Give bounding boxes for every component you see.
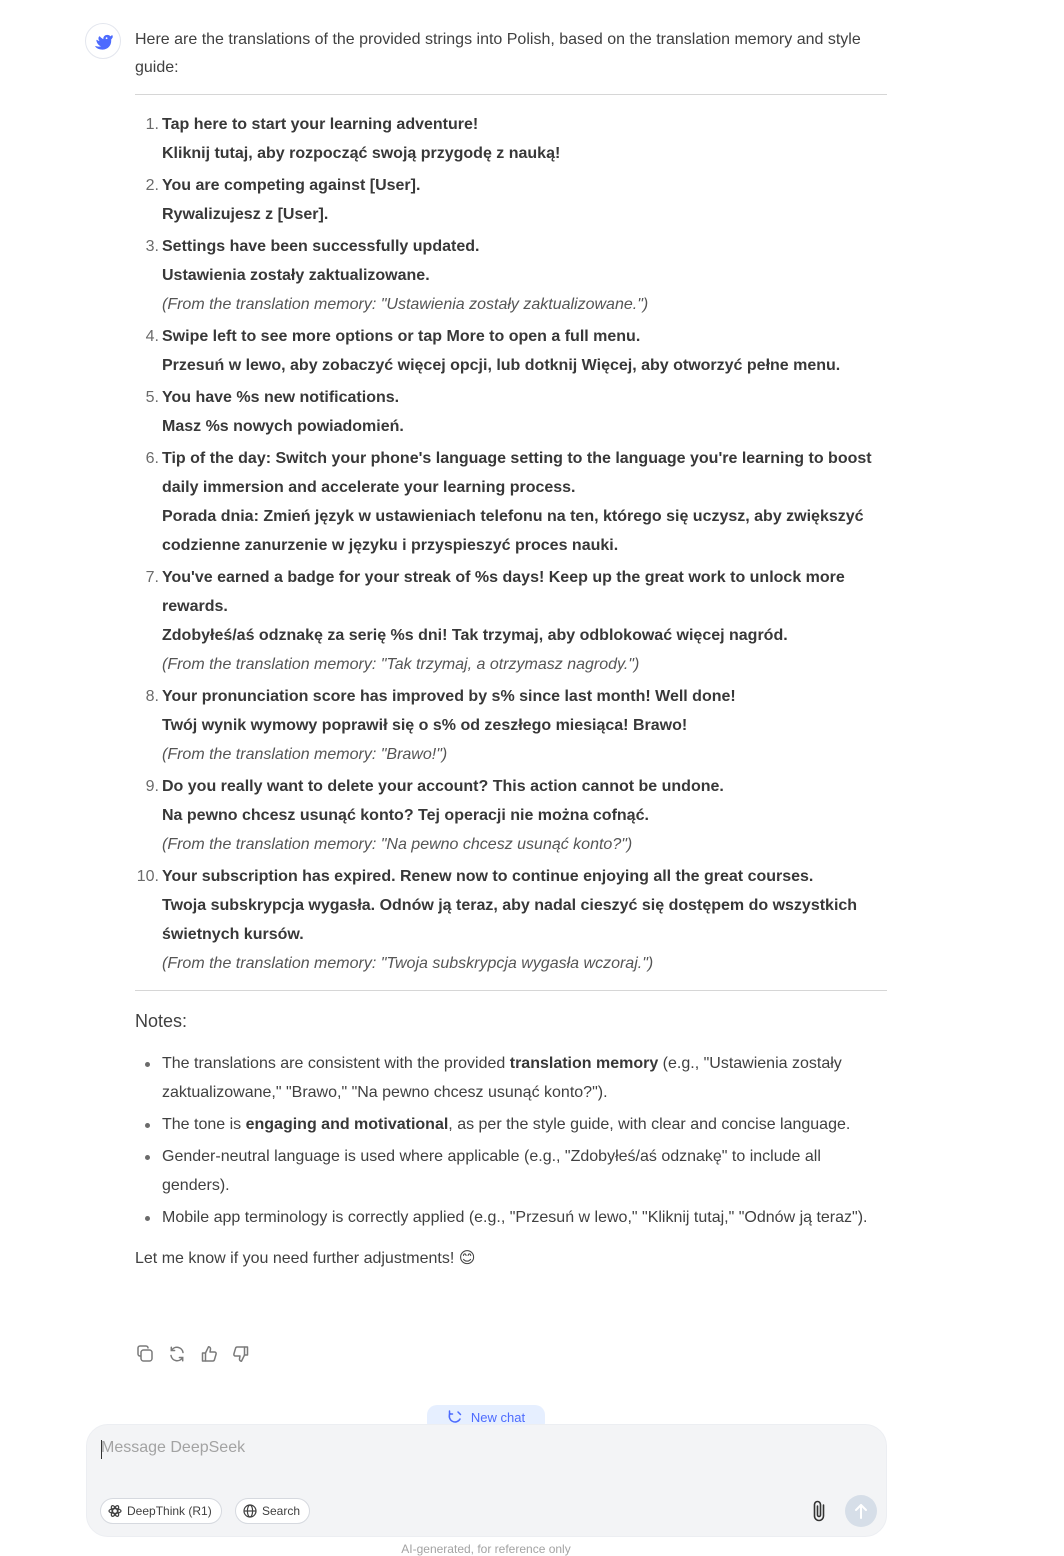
source-text: Do you really want to delete your account? This action cannot be undone. bbox=[162, 778, 724, 795]
item-number: 10. bbox=[136, 868, 159, 885]
polish-translation: Twój wynik wymowy poprawił się o s% od zeszłego miesiąca! Brawo! bbox=[162, 717, 688, 734]
notes-heading: Notes: bbox=[135, 1011, 188, 1031]
polish-translation: Porada dnia: Zmień język w ustawieniach telefonu na ten, którego się uczysz, aby zwiększyć codzienne zanurzenie w języku i przyspieszyć proces nauki. bbox=[162, 508, 864, 554]
translation-item bbox=[135, 862, 887, 978]
search-toggle[interactable] bbox=[235, 1498, 310, 1524]
item-number: 9. bbox=[145, 778, 159, 795]
translation-item bbox=[135, 444, 887, 560]
translation-memory-note: (From the translation memory: "Brawo!") bbox=[162, 746, 448, 763]
translation-item bbox=[135, 110, 887, 168]
bullet bbox=[145, 1216, 150, 1221]
regenerate-icon[interactable] bbox=[167, 1344, 187, 1364]
translation-memory-note: (From the translation memory: "Ustawienia zostały zaktualizowane.") bbox=[162, 296, 649, 313]
source-text: Swipe left to see more options or tap More to open a full menu. bbox=[162, 328, 641, 345]
divider bbox=[135, 990, 887, 991]
thumbs-up-icon[interactable] bbox=[199, 1344, 219, 1364]
note-item bbox=[135, 1049, 887, 1107]
search-label: Search bbox=[262, 1504, 301, 1518]
arrow-up-icon bbox=[854, 1503, 868, 1519]
translation-memory-note: (From the translation memory: "Na pewno chcesz usunąć konto?") bbox=[162, 836, 633, 853]
polish-translation: Przesuń w lewo, aby zobaczyć więcej opcji, lub dotknij Więcej, aby otworzyć pełne menu. bbox=[162, 357, 841, 374]
source-text: Your subscription has expired. Renew now to continue enjoying all the great courses. bbox=[162, 868, 814, 885]
polish-translation: Ustawienia zostały zaktualizowane. bbox=[162, 267, 430, 284]
source-text: You have %s new notifications. bbox=[162, 389, 400, 406]
translation-item bbox=[135, 171, 887, 229]
thumbs-down-icon[interactable] bbox=[231, 1344, 251, 1364]
item-number: 7. bbox=[145, 569, 159, 586]
message-actions bbox=[135, 1344, 251, 1364]
translation-item bbox=[135, 563, 887, 679]
translation-item bbox=[135, 322, 887, 380]
translation-item bbox=[135, 682, 887, 769]
note-text: The tone is bbox=[162, 1116, 246, 1133]
translation-list bbox=[135, 110, 887, 978]
translation-item bbox=[135, 232, 887, 319]
attach-icon[interactable] bbox=[807, 1497, 831, 1525]
send-button[interactable] bbox=[845, 1495, 877, 1527]
closing-text: Let me know if you need further adjustments! 😊 bbox=[135, 1250, 476, 1267]
polish-translation: Rywalizujesz z [User]. bbox=[162, 206, 329, 223]
note-item bbox=[135, 1203, 887, 1232]
source-text: You've earned a badge for your streak of %s days! Keep up the great work to unlock more rewards. bbox=[162, 569, 845, 615]
item-number: 2. bbox=[145, 177, 159, 194]
source-text: Tip of the day: Switch your phone's language setting to the language you're learning to boost daily immersion and accelerate your learning process. bbox=[162, 450, 872, 496]
new-chat-label: New chat bbox=[470, 1409, 526, 1425]
assistant-message bbox=[135, 24, 887, 1273]
deepseek-whale-icon bbox=[92, 32, 114, 50]
intro-text: Here are the translations of the provided strings into Polish, based on the translation memory and style guide: bbox=[135, 31, 861, 76]
text-caret bbox=[101, 1440, 102, 1459]
globe-icon bbox=[243, 1504, 257, 1518]
polish-translation: Kliknij tutaj, aby rozpocząć swoją przygodę z nauką! bbox=[162, 145, 561, 162]
source-text: Tap here to start your learning adventure! bbox=[162, 116, 479, 133]
bullet bbox=[145, 1155, 150, 1160]
bullet bbox=[145, 1123, 150, 1128]
note-item bbox=[135, 1142, 887, 1200]
item-number: 8. bbox=[145, 688, 159, 705]
note-text: Gender-neutral language is used where applicable (e.g., "Zdobyłeś/aś odznakę" to include all genders). bbox=[162, 1148, 821, 1194]
note-text: (e.g., "Ustawienia zostały zaktualizowane," "Brawo," "Na pewno chcesz usunąć konto?"). bbox=[162, 1055, 842, 1101]
deepseek-avatar bbox=[85, 23, 121, 59]
note-text: Mobile app terminology is correctly applied (e.g., "Przesuń w lewo," "Kliknij tutaj," "Odnów ją teraz"). bbox=[162, 1209, 868, 1226]
translation-item bbox=[135, 383, 887, 441]
deepthink-icon bbox=[108, 1504, 122, 1518]
message-input[interactable] bbox=[101, 1439, 781, 1457]
note-item bbox=[135, 1110, 887, 1139]
polish-translation: Twoja subskrypcja wygasła. Odnów ją teraz, aby nadal cieszyć się dostępem do wszystkich świetnych kursów. bbox=[162, 897, 858, 943]
copy-icon[interactable] bbox=[135, 1344, 155, 1364]
item-number: 5. bbox=[145, 389, 159, 406]
item-number: 6. bbox=[145, 450, 159, 467]
bullet bbox=[145, 1062, 150, 1067]
new-chat-icon bbox=[447, 1410, 463, 1424]
note-emphasis: engaging and motivational bbox=[245, 1116, 449, 1133]
source-text: Your pronunciation score has improved by s% since last month! Well done! bbox=[162, 688, 736, 705]
translation-memory-note: (From the translation memory: "Twoja subskrypcja wygasła wczoraj.") bbox=[162, 955, 654, 972]
translation-item bbox=[135, 772, 887, 859]
source-text: You are competing against [User]. bbox=[162, 177, 421, 194]
note-text: The translations are consistent with the provided bbox=[162, 1055, 510, 1072]
item-number: 4. bbox=[145, 328, 159, 345]
item-number: 1. bbox=[145, 116, 159, 133]
deepthink-label: DeepThink (R1) bbox=[127, 1504, 212, 1518]
deepthink-toggle[interactable] bbox=[100, 1498, 222, 1524]
item-number: 3. bbox=[145, 238, 159, 255]
polish-translation: Na pewno chcesz usunąć konto? Tej operacji nie można cofnąć. bbox=[162, 807, 649, 824]
note-emphasis: translation memory bbox=[509, 1055, 659, 1072]
polish-translation: Masz %s nowych powiadomień. bbox=[162, 418, 404, 435]
disclaimer-text: AI-generated, for reference only bbox=[401, 1542, 571, 1556]
source-text: Settings have been successfully updated. bbox=[162, 238, 480, 255]
divider bbox=[135, 94, 887, 95]
notes-list bbox=[135, 1049, 887, 1232]
polish-translation: Zdobyłeś/aś odznakę za serię %s dni! Tak trzymaj, aby odblokować więcej nagród. bbox=[162, 627, 788, 644]
message-composer bbox=[86, 1424, 887, 1537]
translation-memory-note: (From the translation memory: "Tak trzymaj, a otrzymasz nagrody.") bbox=[162, 656, 640, 673]
note-text: , as per the style guide, with clear and concise language. bbox=[448, 1116, 851, 1133]
